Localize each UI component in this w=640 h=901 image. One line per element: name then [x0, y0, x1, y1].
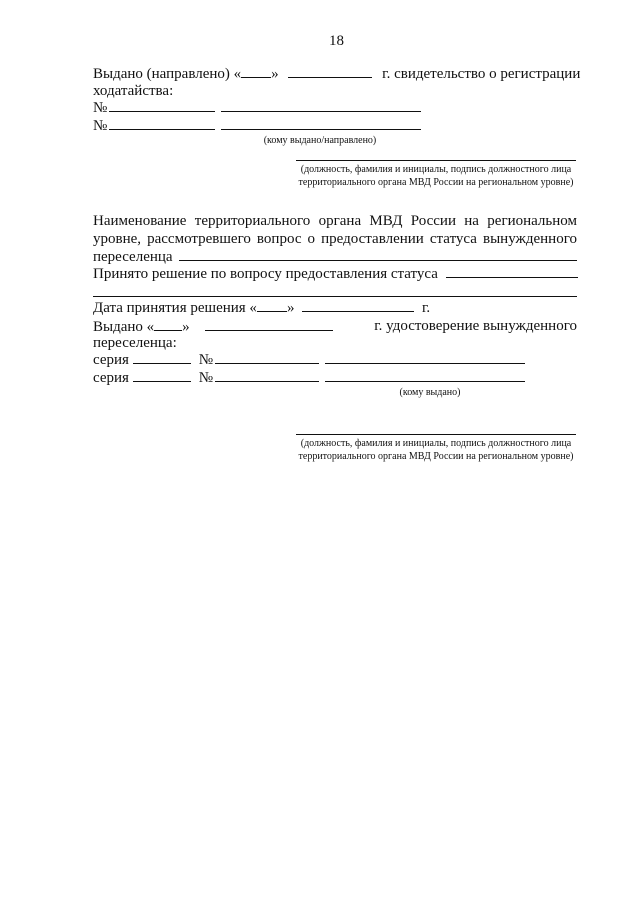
year-suffix: г. — [421, 300, 431, 316]
number-row-2 — [93, 116, 421, 135]
migrant-label: переселенца: — [93, 335, 177, 351]
page-number: 18 — [329, 33, 344, 49]
signature-line-1 — [296, 160, 576, 161]
petition-label: ходатайства: — [93, 83, 174, 99]
month-blank — [288, 64, 372, 78]
number-blank — [109, 98, 215, 112]
caption-official-1: (должность, фамилия и инициалы, подпись должностного лица территориального органа МВД России на региональном уровне) — [298, 164, 574, 188]
day-blank — [241, 64, 271, 78]
number-blank — [215, 368, 319, 382]
number-sign: № — [198, 352, 213, 368]
quote-close: » — [286, 300, 295, 316]
recipient-blank — [221, 98, 421, 112]
recipient-blank — [325, 368, 525, 382]
month-blank — [205, 317, 333, 331]
series-blank — [133, 368, 191, 382]
number-blank — [215, 350, 319, 364]
series-blank — [133, 350, 191, 364]
authority-name-line2: уровне, рассмотревшего вопрос о предоставлении статуса вынужденного — [93, 231, 577, 247]
quote-close: » — [182, 319, 190, 335]
caption-official-2: (должность, фамилия и инициалы, подпись должностного лица территориального органа МВД России на региональном уровне) — [298, 438, 574, 462]
series-row-2 — [93, 368, 525, 387]
decision-date-label: Дата принятия решения « — [93, 300, 257, 316]
issued-line — [93, 64, 580, 83]
series-label: серия — [93, 352, 129, 368]
issued-label: Выдано (направлено) « — [93, 66, 242, 82]
decision-line — [93, 264, 578, 283]
issued-label: Выдано « — [93, 319, 155, 335]
number-sign: № — [198, 370, 213, 386]
authority-blank — [179, 247, 577, 261]
signature-line-2 — [296, 434, 576, 435]
decision-blank — [446, 264, 578, 278]
series-label: серия — [93, 370, 129, 386]
recipient-blank — [221, 116, 421, 130]
decision-date-line — [93, 298, 430, 317]
quote-close: » — [271, 66, 279, 82]
caption-to-whom-2: (кому выдано) — [399, 387, 461, 398]
authority-name-line1: Наименование территориального органа МВД России на региональном — [93, 213, 577, 229]
number-row-1 — [93, 98, 421, 117]
caption-to-whom-1: (кому выдано/направлено) — [263, 135, 377, 146]
month-blank — [302, 298, 414, 312]
number-sign: № — [93, 100, 108, 116]
number-sign: № — [93, 118, 108, 134]
day-blank — [154, 317, 182, 331]
migrant-word: переселенца — [93, 249, 173, 265]
series-row-1 — [93, 350, 525, 369]
recipient-blank — [325, 350, 525, 364]
number-blank — [109, 116, 215, 130]
certificate-label: г. удостоверение вынужденного — [374, 318, 577, 334]
decision-extra-line — [93, 296, 577, 297]
decision-label: Принято решение по вопросу предоставления статуса — [93, 266, 438, 282]
day-blank — [257, 298, 287, 312]
certificate-label: г. свидетельство о регистрации — [382, 66, 581, 82]
